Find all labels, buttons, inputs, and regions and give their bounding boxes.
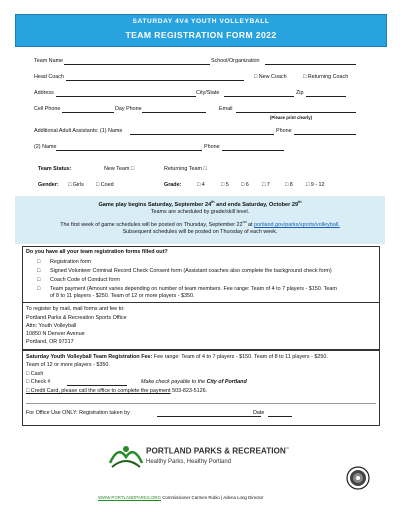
assistant1-phone-line[interactable]	[294, 134, 356, 135]
address-line[interactable]	[56, 96, 196, 97]
fee-box	[22, 350, 380, 426]
office-date-line[interactable]	[268, 416, 292, 417]
address-label: Address	[34, 90, 54, 96]
mail-line-4: 10850 N Denver Avenue	[26, 331, 85, 337]
fee-range: Fee range: Team of 4 to 7 players - $150. Team of 8 to 11 players - $250.	[152, 354, 328, 360]
check-number-line[interactable]	[67, 385, 127, 386]
form-header-banner	[15, 14, 387, 47]
schedule-posting-text: The first week of game schedules will be posted on Thursday, September 22	[60, 221, 243, 228]
header-line2: TEAM REGISTRATION FORM 2022	[125, 30, 277, 40]
logo-name-text: PORTLAND PARKS & RECREATION	[146, 446, 286, 456]
assistants-label: Additional Adult Assistants: (1) Name	[34, 128, 123, 134]
credit-card-phone: 503-823-5126.	[170, 388, 208, 394]
fee-separator	[26, 403, 376, 404]
schedule-info-box	[15, 196, 385, 244]
sup-nd: nd	[242, 220, 247, 224]
checklist-bullet[interactable]: □	[37, 286, 41, 292]
credit-card-option[interactable]	[26, 388, 207, 395]
header-line1: SATURDAY 4V4 YOUTH VOLLEYBALL	[132, 18, 270, 25]
cell-phone-label: Cell Phone	[34, 106, 61, 112]
checklist-box	[22, 246, 380, 303]
checklist-item-code-of-conduct: Coach Code of Conduct form	[50, 277, 120, 283]
footer	[98, 494, 263, 501]
logo-name	[146, 444, 289, 457]
mail-line-5: Portland, OR 97217	[26, 339, 74, 345]
checklist-bullet[interactable]: □	[37, 277, 41, 283]
new-team-checkbox[interactable]: New Team □	[104, 166, 135, 172]
checklist-item-payment-cont: of 8 to 11 players - $250. Team of 12 or more players - $350.	[50, 293, 195, 299]
schedule-posting-at: at	[246, 221, 255, 228]
volleyball-link[interactable]: portland.gov/parks/sports/volleyball.	[254, 221, 340, 228]
schedule-dates-text-2: and ends Saturday, October 29	[214, 201, 299, 208]
city-seal-icon	[346, 466, 370, 490]
fee-text	[26, 354, 328, 361]
schedule-note: Teams are scheduled by grade/skill level.	[150, 209, 250, 215]
fee-range-cont: Team of 12 or more players - $350.	[26, 362, 110, 368]
logo-tagline: Healthy Parks, Healthy Portland	[146, 459, 232, 465]
checklist-item-registration: Registration form	[50, 259, 92, 265]
sup-th-2: th	[298, 200, 302, 204]
grade-label: Grade:	[164, 182, 182, 188]
mail-line-2: Portland Parks & Recreation Sports Office	[26, 315, 127, 321]
checklist-bullet[interactable]: □	[37, 259, 41, 265]
coed-checkbox[interactable]: □ Coed	[96, 182, 114, 188]
checklist-bullet[interactable]: □	[37, 268, 41, 274]
day-phone-line[interactable]	[142, 112, 206, 113]
footer-divider: |	[219, 495, 224, 500]
ppr-logo-mark	[106, 441, 146, 471]
grade-8-checkbox[interactable]: □ 8	[285, 182, 293, 188]
school-org-line[interactable]	[265, 64, 356, 65]
footer-url[interactable]: WWW.PORTLANDPARKS.ORG	[98, 495, 162, 500]
office-use-label: For Office Use ONLY: Registration taken by	[26, 410, 130, 416]
assistant2-name-label: (2) Name	[34, 144, 57, 150]
mail-line-3: Attn: Youth Volleyball	[26, 323, 77, 329]
mail-address-box	[22, 302, 380, 350]
print-clearly-note: (Please print clearly)	[270, 115, 313, 120]
schedule-dates-text: Game play begins Saturday, September 24	[98, 201, 212, 208]
team-status-label: Team Status:	[38, 166, 72, 172]
sup-th-1: th	[211, 200, 215, 204]
cell-phone-line[interactable]	[62, 112, 114, 113]
new-coach-checkbox[interactable]: □ New Coach	[254, 74, 287, 80]
checklist-item-background: Signed Volunteer Criminal Record Check Consent form (Assistant coaches also complete the background check form)	[50, 268, 332, 274]
team-name-label: Team Name	[34, 58, 64, 64]
head-coach-line[interactable]	[66, 80, 244, 81]
returning-team-checkbox[interactable]: Returning Team □	[164, 166, 207, 172]
gender-label: Gender:	[38, 182, 59, 188]
registration-taken-by-line[interactable]	[157, 416, 261, 417]
check-note-text: Make check payable to the	[141, 379, 207, 385]
assistant2-phone-label: Phone	[204, 144, 220, 150]
grade-9-12-checkbox[interactable]: □ 9 - 12	[306, 182, 325, 188]
assistant1-name-line[interactable]	[130, 134, 274, 135]
cash-checkbox[interactable]: □ Cash	[26, 371, 44, 377]
checklist-item-payment: Team payment (Amount varies depending on number of team members. Fee range: Team of 4 to 7 players - $150. Team	[50, 286, 337, 292]
girls-checkbox[interactable]: □ Girls	[68, 182, 84, 188]
assistant1-phone-label: Phone	[276, 128, 292, 134]
assistant2-name-line[interactable]	[56, 150, 202, 151]
email-line[interactable]	[236, 112, 356, 113]
grade-5-checkbox[interactable]: □ 5	[221, 182, 229, 188]
team-name-line[interactable]	[64, 64, 210, 65]
check-checkbox[interactable]: □ Check #	[26, 379, 51, 385]
email-label: Email	[219, 106, 233, 112]
zip-line[interactable]	[306, 96, 346, 97]
returning-coach-checkbox[interactable]: □ Returning Coach	[303, 74, 349, 80]
assistant2-phone-line[interactable]	[222, 150, 284, 151]
fee-title: Saturday Youth Volleyball Team Registration Fee:	[26, 354, 153, 360]
day-phone-label: Day Phone	[115, 106, 142, 112]
subsequent-schedules: Subsequent schedules will be posted on Thursday of each week.	[122, 229, 278, 235]
checklist-title: Do you have all your team registration forms filled out?	[26, 249, 168, 255]
logo-tm: ™	[285, 447, 290, 451]
head-coach-label: Head Coach	[34, 74, 64, 80]
footer-commissioner: Commissioner Carmen Rubio	[161, 495, 220, 500]
grade-6-checkbox[interactable]: □ 6	[241, 182, 249, 188]
office-date-label: Date	[253, 410, 265, 416]
mail-line-1: To register by mail, mail forms and fee to:	[26, 306, 125, 312]
grade-4-checkbox[interactable]: □ 4	[197, 182, 205, 188]
city-state-label: City/State	[196, 90, 220, 96]
zip-label: Zip	[296, 90, 304, 96]
check-note-city: City of Portland	[206, 379, 247, 385]
city-state-line[interactable]	[224, 96, 294, 97]
school-org-label: School/Organization	[211, 58, 260, 64]
credit-card-text: □ Credit Card, please call the office to complete the payment	[26, 388, 171, 394]
footer-director: Adena Long Director	[223, 495, 264, 500]
schedule-posting	[15, 219, 385, 229]
grade-7-checkbox[interactable]: □ 7	[262, 182, 270, 188]
schedule-dates	[15, 199, 385, 209]
check-note	[141, 379, 247, 386]
